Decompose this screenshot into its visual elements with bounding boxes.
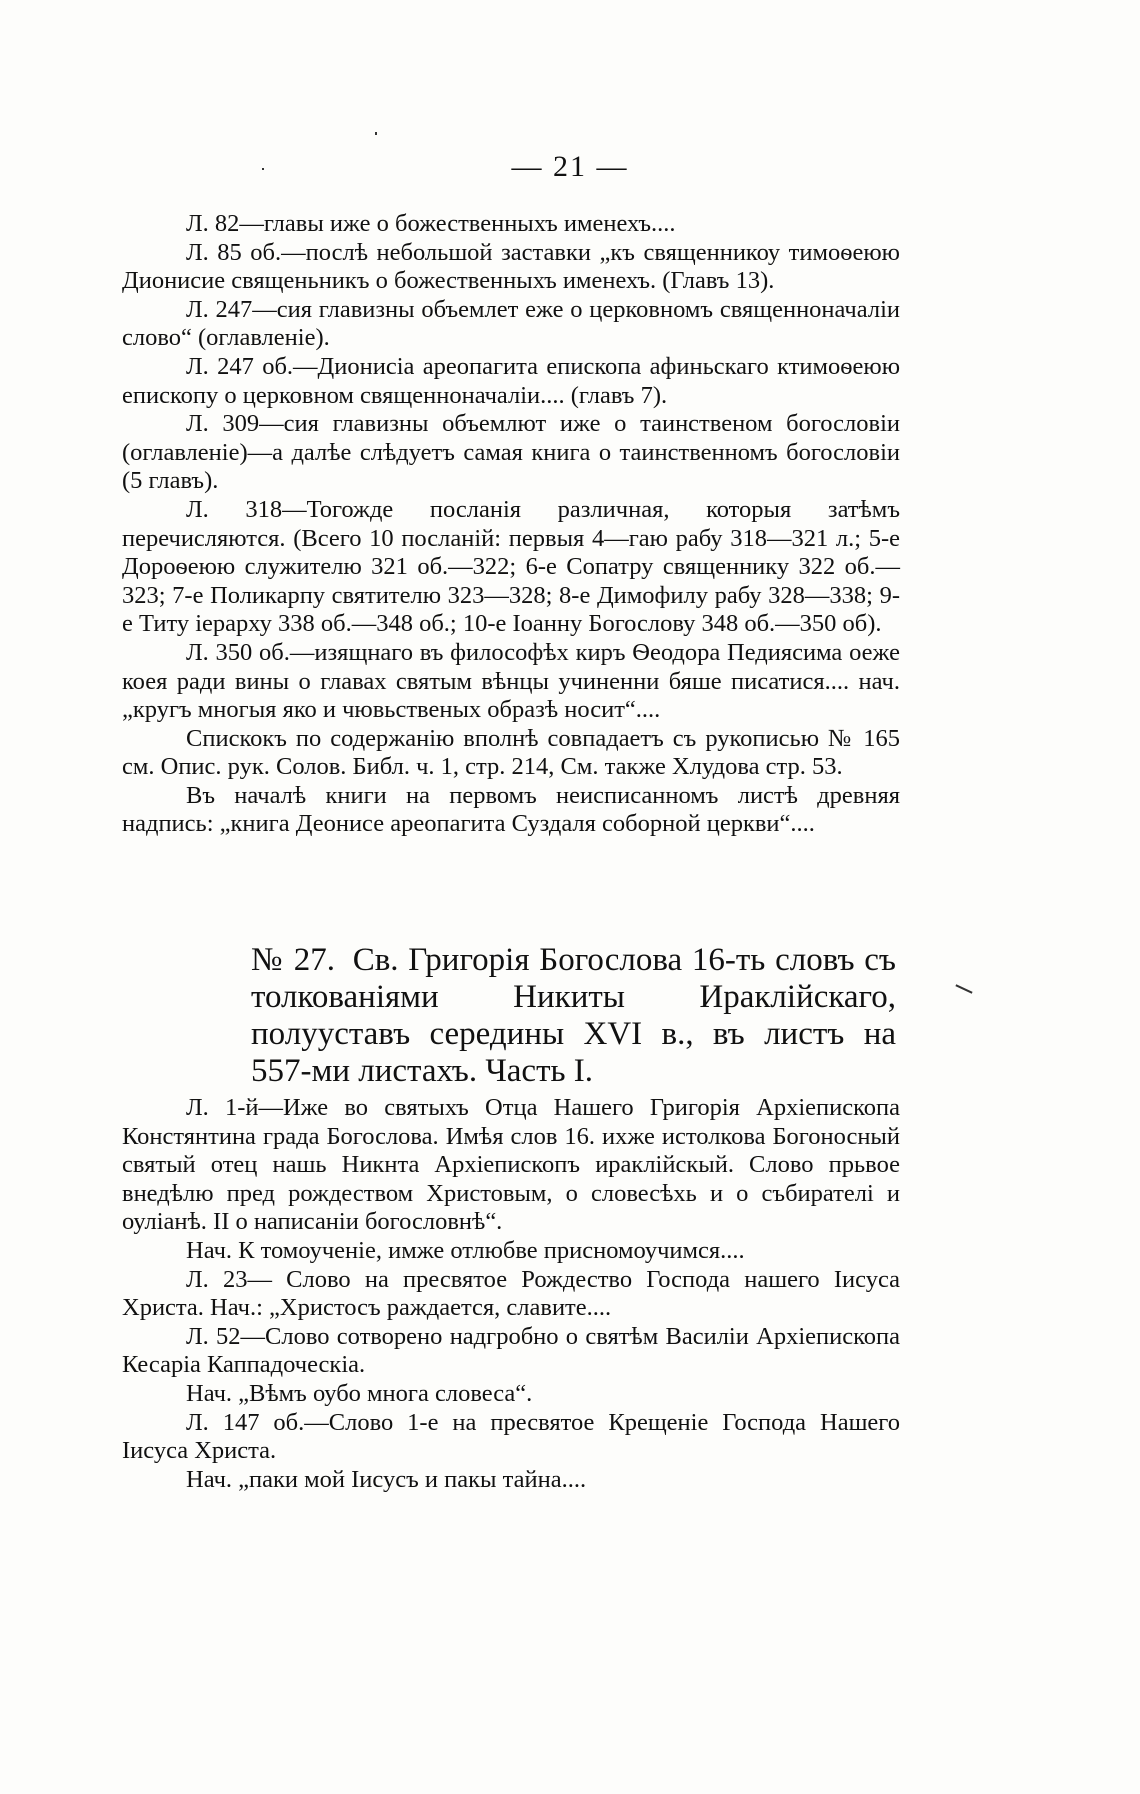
paragraph: Л. 52—Слово сотворено надгробно о святѣм Василiи Архiепископа Кесарiа Каппадоческiа. [122,1322,900,1379]
paragraph: Л. 23— Слово на пресвятое Рождество Господа нашего Iисуса Христа. Нач.: „Христосъ раждается, славите.... [122,1265,900,1322]
paragraph: Л. 309—сия главизны объемлют иже о таинственом богословiи (оглавленiе)—а далѣе слѣдуетъ самая книга о таинственномъ богословiи (5 главъ). [122,410,900,495]
section-manuscript-26-contents [122,210,900,839]
paragraph: Спискокъ по содержанiю вполнѣ совпадаетъ съ рукописью № 165 см. Опис. рук. Солов. Библ. ч. 1, стр. 214, См. также Хлудова стр. 53. [122,724,900,781]
paragraph: Л. 82—главы иже о божественныхъ именехъ.... [186,210,676,237]
paragraph: Л. 85 об.—послѣ небольшой заставки „къ священникоу тимоѳеюю Дионисие священьникъ о божественныхъ именехъ. (Главъ 13). [122,238,900,295]
paragraph: Нач. К томоученiе, имже отлюбве присномоучимся.... [186,1236,745,1264]
page-number: — 21 — [511,150,629,183]
manuscript-title: Св. Григорiя Богослова 16-ть словъ съ толкованiями Никиты Ираклiйскаго, полууставъ середины XVI в., въ листъ на 557-ми листахъ. Часть I. [251,942,896,1089]
manuscript-heading [251,942,896,1090]
paragraph: Л. 350 об.—изящнаго въ философѣх киръ Ѳеодора Педиясима оеже коея ради вины о главах святым вѣнцы учиненни бяше писатися.... нач. „кругъ многыя яко и чювьственых образѣ носит“.... [122,638,900,724]
paragraph: Л. 1-й—Иже во святыхъ Отца Нашего Григорiя Архiепископа Констянтина града Богослова. Имѣя слов 16. ихже истолкова Богоносный святый отец нашь Никнта Архiепископъ ираклiйскый. Слово прьвое внедѣлю пред рождеством Христовым, о словесѣхь и о събирателi и оулiанѣ. II о написанiи богословнѣ“. [122,1094,900,1236]
paragraph: Л. 147 об.—Слово 1-е на пресвятое Крещенiе Господа Нашего Iисуса Христа. [122,1408,900,1465]
scan-speck [262,168,264,170]
paragraph: Л. 318—Тогожде посланiя различная, которыя затѣмъ перечисляются. (Всего 10 посланiй: первыя 4—гаю рабу 318—321 л.; 5-е Дороѳеюю служителю 321 об.—322; 6-е Сопатру священнику 322 об.—323; 7-е Поликарпу святителю 323—328; 8-е Димофилу рабу 328—338; 9-е Титу iерарху 338 об.—348 об.; 10-е Iоанну Богослову 348 об.—350 об). [122,495,900,638]
section-manuscript-27-contents [122,1094,900,1494]
paragraph: Нач. „паки мой Iисусъ и пакы тайна.... [186,1465,587,1493]
scan-speck [955,984,972,993]
paragraph: Л. 247—сия главизны объемлет еже о церковномъ священноначалiи слово“ (оглавленiе). [122,295,900,352]
paragraph: Л. 247 об.—Дионисiа ареопагита епископа афиньскаго ктимоѳеюю епископу о церковном священноначалiи.... (главъ 7). [122,352,900,409]
paragraph: Въ началѣ книги на первомъ неисписанномъ листѣ древняя надпись: „книга Деонисе ареопагита Суздаля соборной церкви“.... [122,781,900,838]
paragraph: Нач. „Вѣмъ оубо многа словеса“. [186,1379,533,1407]
manuscript-number: № 27. [251,942,335,978]
scan-speck [375,132,377,135]
